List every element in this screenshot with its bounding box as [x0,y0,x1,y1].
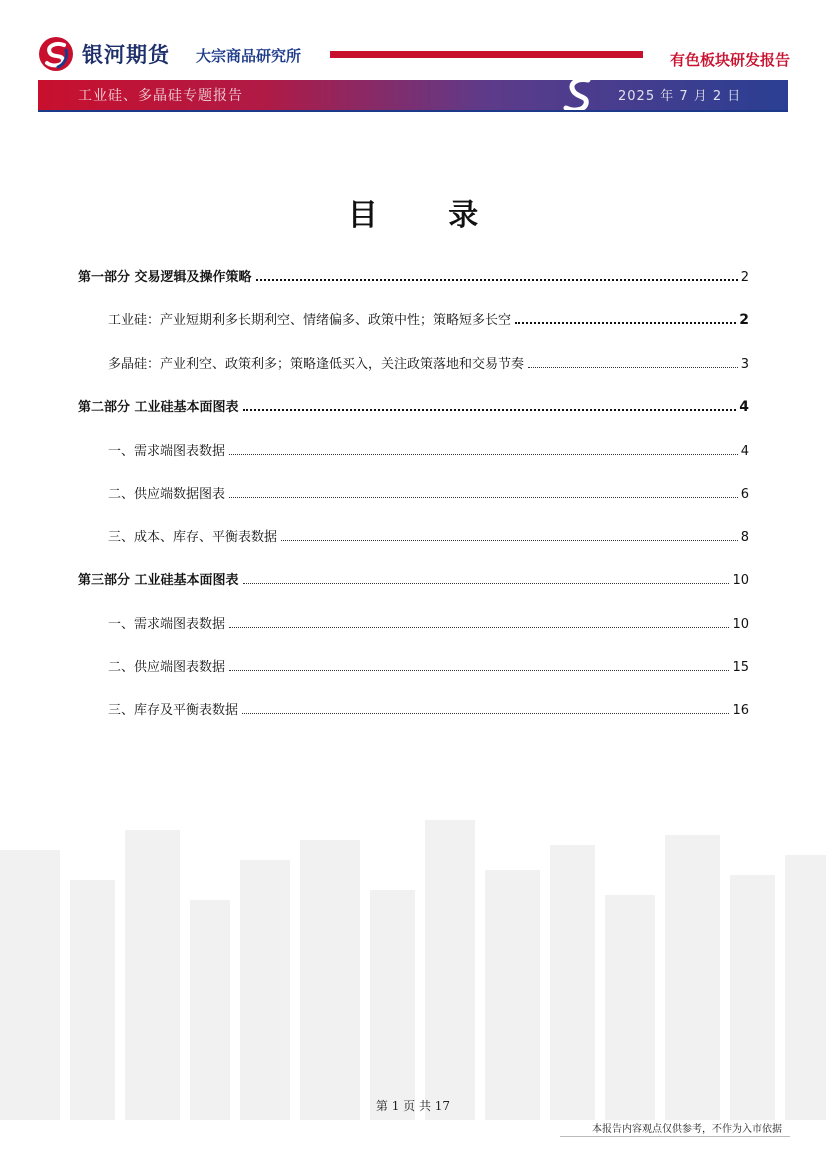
toc-entry-part2-demand[interactable] [108,440,749,459]
toc-entry-part2-cost[interactable] [108,526,749,545]
toc-leader [229,670,729,671]
toc-entry-part3[interactable] [78,569,749,588]
report-title: 工业硅、多晶硅专题报告 [78,88,243,104]
toc-entry-page: 16 [732,703,749,718]
header-divider [38,110,788,112]
toc-entry-label: 多晶硅：产业利空、政策利多；策略逢低买入，关注政策落地和交易节奏 [108,357,525,372]
toc-leader [515,322,736,324]
header-banner [38,80,788,110]
toc-leader [243,583,730,584]
toc-leader [528,367,738,368]
toc-entry-page: 8 [740,530,749,545]
toc-entry-label: 第三部分 工业硅基本面图表 [78,573,239,588]
report-type: 有色板块研发报告 [669,51,790,69]
toc-entry-page: 4 [739,399,749,415]
toc-entry-part3-demand[interactable] [108,613,749,632]
toc-entry-label: 三、库存及平衡表数据 [108,703,239,718]
swoosh-icon [558,76,598,114]
toc-entry-label: 二、供应端图表数据 [108,660,226,675]
toc-leader [281,540,738,541]
toc-entry-label: 第一部分 交易逻辑及操作策略 [78,270,252,285]
toc-entry-label: 一、需求端图表数据 [108,444,226,459]
toc-entry-label: 三、成本、库存、平衡表数据 [108,530,278,545]
toc-entry-page: 2 [739,312,749,328]
toc-entry-part3-supply[interactable] [108,656,749,675]
disclaimer: 本报告内容观点仅供参考，不作为入市依据 [592,1124,782,1135]
toc-entry-industrial-silicon-strategy[interactable] [108,309,749,328]
page-indicator: 第 1 页 共 17 [375,1099,451,1113]
toc-leader [229,627,729,628]
report-date: 2025 年 7 月 2 日 [618,89,742,104]
institute-name: 大宗商品研究所 [196,47,302,65]
galaxy-logo-icon [38,36,74,72]
toc-entry-page: 10 [732,573,749,588]
brand-name: 银河期货 [82,43,170,67]
skyline-watermark [0,820,826,1120]
toc-leader [243,409,737,411]
toc-entry-label: 工业硅：产业短期利多长期利空、情绪偏多、政策中性；策略短多长空 [108,313,512,328]
toc-entry-label: 二、供应端数据图表 [108,487,226,502]
toc-entry-page: 15 [732,660,749,675]
toc-entry-page: 3 [740,357,749,372]
toc-entry-page: 2 [740,270,749,285]
toc-leader [256,279,738,281]
toc-entry-label: 第二部分 工业硅基本面图表 [78,400,239,415]
toc-entry-part2-supply[interactable] [108,483,749,502]
toc-entry-label: 一、需求端图表数据 [108,617,226,632]
footer-divider [560,1136,790,1137]
toc-entry-part3-inventory[interactable] [108,699,749,718]
toc-leader [229,454,738,455]
toc-leader [242,713,729,714]
toc-title: 目 录 [347,198,509,233]
toc-entry-part2[interactable] [78,396,749,415]
toc-entry-page: 10 [732,617,749,632]
toc-entry-page: 6 [740,487,749,502]
toc-entry-page: 4 [740,444,749,459]
toc-leader [229,497,738,498]
toc-entry-polysilicon-strategy[interactable] [108,353,749,372]
toc-entry-part1[interactable] [78,266,749,285]
header-accent-bar [330,51,643,58]
